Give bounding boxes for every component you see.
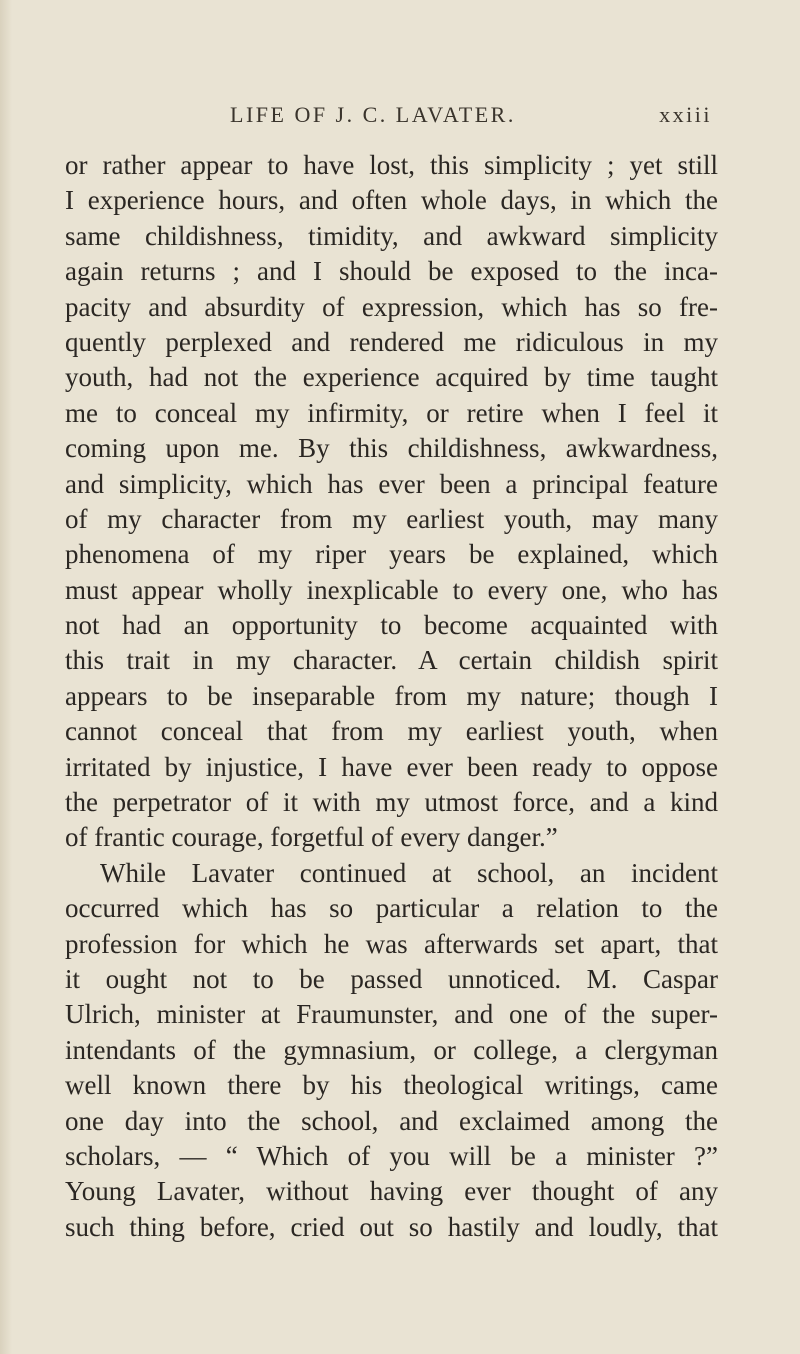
text-line: Ulrich, minister at Fraumunster, and one of the super- xyxy=(65,999,718,1030)
text-line: and simplicity, which has ever been a principal feature xyxy=(65,468,718,499)
text-line: intendants of the gymnasium, or college, a clergyman xyxy=(65,1034,718,1065)
text-line: of my character from my earliest youth, may many xyxy=(65,503,718,534)
text-line: it ought not to be passed unnoticed. M. Caspar xyxy=(65,963,718,994)
text-line: cannot conceal that from my earliest youth, when xyxy=(65,716,718,747)
text-line: Young Lavater, without having ever thought of any xyxy=(65,1176,718,1207)
text-line: this trait in my character. A certain childish spirit xyxy=(65,645,718,676)
text-line: not had an opportunity to become acquainted with xyxy=(65,610,718,641)
text-line: coming upon me. By this childishness, awkwardness, xyxy=(65,433,718,464)
body-text xyxy=(65,148,718,1245)
page-number: xxiii xyxy=(659,102,712,127)
text-line: I experience hours, and often whole days, in which the xyxy=(65,185,718,216)
text-line: phenomena of my riper years be explained, which xyxy=(65,539,718,570)
text-line: me to conceal my infirmity, or retire when I feel it xyxy=(65,397,718,428)
text-line: profession for which he was afterwards set apart, that xyxy=(65,928,718,959)
page-edge-shadow xyxy=(0,0,12,1354)
text-line: such thing before, cried out so hastily and loudly, that xyxy=(65,1211,718,1242)
text-line: appears to be inseparable from my nature; though I xyxy=(65,680,718,711)
text-line: scholars, — “ Which of you will be a minister ?” xyxy=(65,1140,718,1171)
paragraph-end-line: of frantic courage, forgetful of every danger.” xyxy=(65,822,558,853)
text-line: must appear wholly inexplicable to every one, who has xyxy=(65,574,718,605)
text-line: the perpetrator of it with my utmost force, and a kind xyxy=(65,787,718,818)
text-line: pacity and absurdity of expression, which has so fre- xyxy=(65,291,718,322)
text-line: well known there by his theological writings, came xyxy=(65,1070,718,1101)
running-title: LIFE OF J. C. LAVATER. xyxy=(230,102,516,127)
text-line: again returns ; and I should be exposed to the inca- xyxy=(65,256,718,287)
text-line: irritated by injustice, I have ever been ready to oppose xyxy=(65,751,718,782)
running-header xyxy=(230,102,712,136)
text-line: same childishness, timidity, and awkward simplicity xyxy=(65,220,718,251)
text-line: quently perplexed and rendered me ridiculous in my xyxy=(65,326,718,357)
text-line: youth, had not the experience acquired by time taught xyxy=(65,362,718,393)
text-line: one day into the school, and exclaimed among the xyxy=(65,1105,718,1136)
text-line: occurred which has so particular a relation to the xyxy=(65,893,718,924)
text-line: or rather appear to have lost, this simplicity ; yet still xyxy=(65,150,718,180)
paragraph-start-line: While Lavater continued at school, an incident xyxy=(100,857,718,888)
